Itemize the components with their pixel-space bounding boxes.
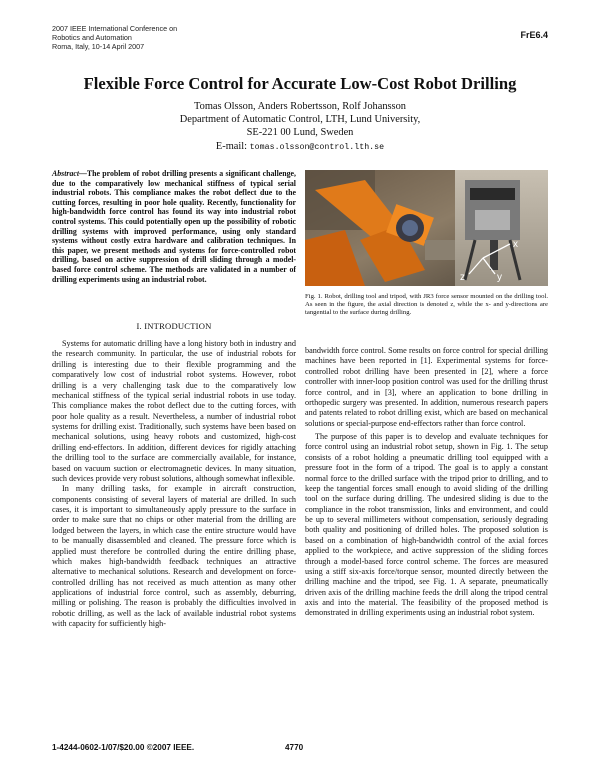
figure-caption: Fig. 1. Robot, drilling tool and tripod, with JR3 force sensor mounted on the drilling tool. As seen in the figure, the axial direction is denoted z, while the x- and y-directions are tangential to the surface during drilling. bbox=[305, 293, 548, 317]
author-block bbox=[0, 100, 600, 154]
axis-label-y: y bbox=[497, 272, 502, 283]
email-address[interactable]: tomas.olsson@control.lth.se bbox=[249, 142, 385, 152]
conference-line-2: Robotics and Automation bbox=[52, 33, 132, 42]
conference-line-1: 2007 IEEE International Conference on bbox=[52, 24, 178, 33]
conference-header bbox=[52, 24, 177, 51]
affiliation-line-1: Department of Automatic Control, LTH, Lund University, bbox=[179, 114, 421, 126]
figure-1-photo bbox=[305, 170, 548, 286]
paper-title: Flexible Force Control for Accurate Low-Cost Robot Drilling bbox=[83, 74, 517, 93]
paragraph: The purpose of this paper is to develop and evaluate techniques for force control using an industrial robot setup, shown in Fig. 1. The setup consists of a robot holding a pneumatic drilling tool equipped with a pressure foot in the form of a tripod. The goal is to apply a constant normal force to the drilled surface with the tripod prior to drilling, and to keep the tangential forces small enough to avoid sliding of the drilling tool on the surface during drilling. The undesired sliding is due to the compliance in the robot transmission, links and environment, and could be up to several millimeters without compensation, seriously degrading both quality and positioning of drilled holes. The proposed solution is based on a combination of high-bandwidth control of the axial forces applied to the workpiece, and active suppression of the sliding forces through a model-based force control scheme. The forces are measured using a stiff six-axis force/torque sensor, mounted directly between the drilling machine and the tripod, see Fig. 1. A separate, pneumatically driven axis of the drilling machine feeds the drill along the tripod central axis and into the material. The feasibility of the proposed method is demonstrated in drilling experiments using an industrial robot system. bbox=[305, 432, 548, 618]
axis-label-z: z bbox=[460, 272, 465, 283]
abstract-label: Abstract bbox=[52, 169, 80, 178]
page-number: 4770 bbox=[285, 743, 304, 752]
body-column-left bbox=[52, 339, 296, 630]
section-heading-introduction: I. INTRODUCTION bbox=[136, 321, 212, 331]
email-line bbox=[0, 140, 600, 154]
axis-label-x: x bbox=[513, 239, 518, 250]
conference-line-3: Roma, Italy, 10-14 April 2007 bbox=[52, 42, 145, 51]
paragraph: bandwidth force control. Some results on force control for special drilling machines have been reported in [1]. Experimental systems for force-controlled robot drilling have been presented in [2], where a force controller with inner-loop position control was used for the drilling thrust force control, and in [3], where an application to bone drilling in orthopedic surgery was presented. In addition, numerous research papers and patents related to robot drilling exist, which are based on mechanical solutions or special-purpose end-effectors rather than force control. bbox=[305, 346, 548, 428]
paragraph: In many drilling tasks, for example in aircraft construction, components consisting of several layers of material are drilled. In such cases, it is important to simultaneously apply pressure to the surface in order to make sure that no chips or other material from the drilling are lodged between the layers, in which case the entire structure would have to be manually disassembled and cleaned. The pressure force which is applied must therefore be controlled during the entire drilling phase, which makes high-bandwidth feedback techniques an attractive alternative to mechanical solutions. Research and development on force-controlled drilling has not received as much attention as many other applications of industrial force control, such as assembly, deburring, milling or polishing. The reason is probably the difficulties involved in robotic drilling, as well as the lack of available industrial robot systems with capacity for sufficiently high- bbox=[52, 484, 296, 629]
affiliation-line-2: SE-221 00 Lund, Sweden bbox=[246, 127, 354, 139]
abstract bbox=[52, 169, 296, 284]
author-names: Tomas Olsson, Anders Robertsson, Rolf Johansson bbox=[194, 101, 406, 112]
robot-drilling-photo bbox=[305, 170, 548, 286]
session-code: FrE6.4 bbox=[520, 30, 548, 40]
footer-isbn: 1-4244-0602-1/07/$20.00 ©2007 IEEE. bbox=[52, 743, 195, 752]
body-column-right bbox=[305, 346, 548, 619]
email-label: E-mail: bbox=[215, 140, 248, 152]
paragraph: Systems for automatic drilling have a long history both in industry and the research community. In particular, the use of industrial robots for drilling is interesting due to their flexible programming and the comparatively low cost of industrial robot systems. However, robot drilling is a very challenging task due to the comparatively low mechanical stiffness of the typical serial industrial robots in use today. This compliance makes the robot deflect due to the cutting forces, with poor hole quality as a result. Nevertheless, a number of industrial robot systems for drilling exist. Traditionally, such systems have been based on mechanical solutions, using heavy robots and customized, high-cost drilling end-effectors. In addition, different devices for rigidly attaching the drilling tool to the surface are commercially available, for instance, based on vacuum suction or electromagnetic devices. In many situation, such devices provide very robust solutions, although somewhat inflexible. bbox=[52, 339, 296, 483]
abstract-text: —The problem of robot drilling presents a significant challenge, due to the comparatively low mechanical stiffness of typical serial industrial robots. This compliance makes the robot deflect due to the cutting forces, resulting in poor hole quality. Recently, functionality for high-bandwidth force control has found its way into industrial robot control systems. This could potentially open up the possibility of robotic drilling systems with improved performance, using only standard systems without costly extra hardware and calibration techniques. In this paper, we present methods and systems for force-controlled robot drilling, based on active suppression of drill sliding through a model-based force control scheme. The methods are validated in a number of drilling experiments using an industrial robot. bbox=[52, 169, 296, 284]
